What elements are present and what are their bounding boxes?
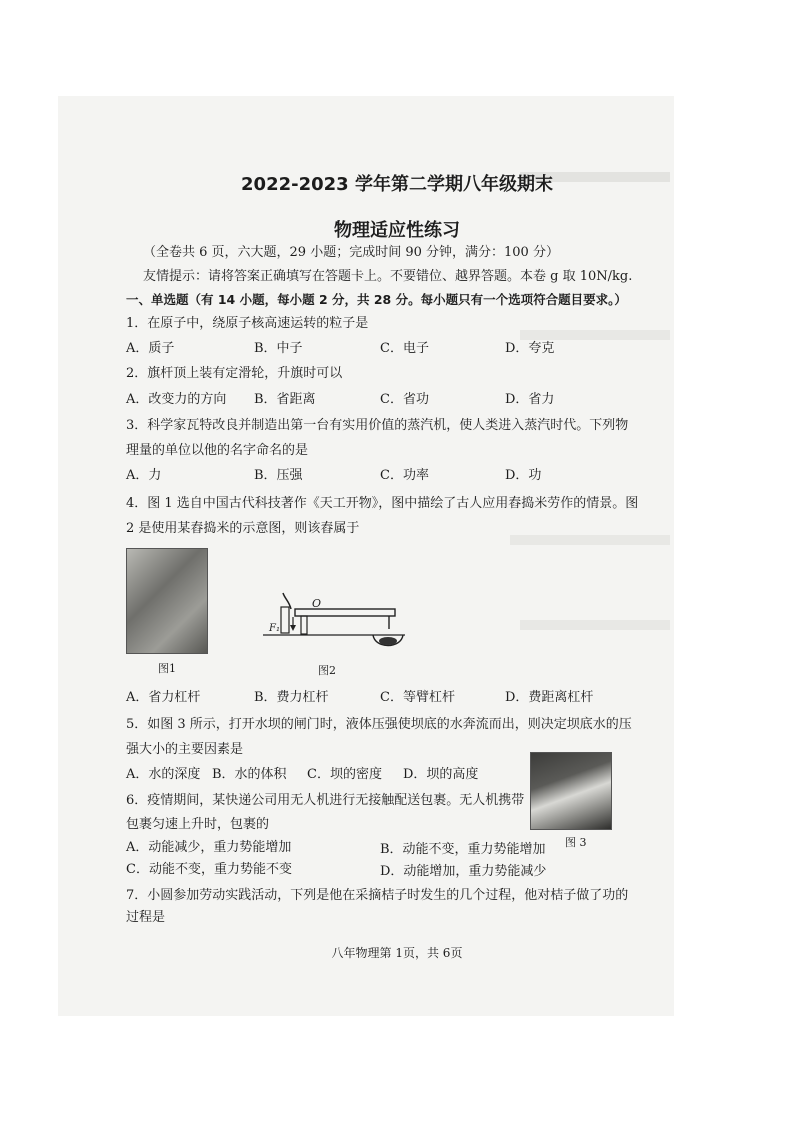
q7-stem-line2: 过程是: [126, 910, 166, 925]
q2-option-c: C．省功: [380, 392, 429, 407]
q4-option-a: A．省力杠杆: [126, 690, 201, 705]
bleed-through-mark: [510, 535, 670, 545]
section1-heading: 一、单选题（有 14 小题，每小题 2 分，共 28 分。每小题只有一个选项符合题目要求。）: [126, 292, 627, 307]
figure2-label-o: O: [312, 597, 322, 610]
q6-stem-line1: 6．疫情期间，某快递公司用无人机进行无接触配送包裹。无人机携带: [126, 793, 525, 808]
figure3-caption: 图 3: [565, 836, 587, 849]
q6-option-a: A．动能减少，重力势能增加: [126, 840, 292, 855]
figure3-dam-photo: [530, 752, 612, 830]
q5-stem-line1: 5．如图 3 所示，打开水坝的闸门时，液体压强使坝底的水奔流而出，则决定坝底水的压: [126, 717, 632, 732]
q3-option-a: A．力: [126, 468, 162, 483]
q4-option-d: D．费距离杠杆: [505, 690, 594, 705]
q6-option-c: C．动能不变，重力势能不变: [126, 862, 292, 877]
q3-option-c: C．功率: [380, 468, 429, 483]
friendly-tip: 友情提示：请将答案正确填写在答题卡上。不要错位、越界答题。本卷 g 取 10N/kg.: [143, 269, 633, 284]
q4-option-c: C．等臂杠杆: [380, 690, 455, 705]
q7-stem-line1: 7．小圆参加劳动实践活动，下列是他在采摘桔子时发生的几个过程，他对桔子做了功的: [126, 888, 629, 903]
figure1-woodcut-image: [126, 548, 208, 654]
q5-option-a: A．水的深度: [126, 767, 201, 782]
q5-option-b: B．水的体积: [212, 767, 287, 782]
q1-stem: 1．在原子中，绕原子核高速运转的粒子是: [126, 316, 369, 331]
q3-stem-line2: 理量的单位以他的名字命名的是: [126, 443, 309, 458]
q2-option-a: A．改变力的方向: [126, 392, 227, 407]
bleed-through-mark: [520, 330, 670, 340]
q6-stem-line2: 包裹匀速上升时，包裹的: [126, 817, 270, 832]
q3-stem-line1: 3．科学家瓦特改良并制造出第一台有实用价值的蒸汽机，使人类进入蒸汽时代。下列物: [126, 418, 629, 433]
q4-option-b: B．费力杠杆: [254, 690, 329, 705]
figure2-caption: 图2: [318, 664, 336, 677]
q1-option-d: D．夸克: [505, 341, 555, 356]
q3-option-b: B．压强: [254, 468, 303, 483]
q6-option-b: B．动能不变，重力势能增加: [380, 842, 546, 857]
exam-subtitle: 物理适应性练习: [334, 220, 460, 241]
q1-option-b: B．中子: [254, 341, 303, 356]
q2-stem: 2．旗杆顶上装有定滑轮，升旗时可以: [126, 366, 343, 381]
q1-option-a: A．质子: [126, 341, 175, 356]
q3-option-d: D．功: [505, 468, 542, 483]
q1-option-c: C．电子: [380, 341, 429, 356]
figure2-lever-diagram: [255, 585, 415, 665]
page-footer: 八年物理第 1页，共 6页: [331, 946, 463, 960]
q4-stem-line1: 4．图 1 选自中国古代科技著作《天工开物》，图中描绘了古人应用舂捣米劳作的情景。图: [126, 496, 639, 511]
exam-info-note: （全卷共 6 页，六大题，29 小题；完成时间 90 分钟，满分：100 分）: [143, 245, 559, 260]
q5-option-d: D．坝的高度: [403, 767, 479, 782]
bleed-through-mark: [520, 620, 670, 630]
q6-option-d: D．动能增加，重力势能减少: [380, 864, 547, 879]
q5-option-c: C．坝的密度: [307, 767, 382, 782]
figure1-caption: 图1: [158, 662, 176, 675]
q5-stem-line2: 强大小的主要因素是: [126, 742, 244, 757]
q2-option-d: D．省力: [505, 392, 555, 407]
figure2-label-f1: F₁: [269, 623, 280, 634]
exam-title: 2022-2023 学年第二学期八年级期末: [241, 174, 553, 195]
q2-option-b: B．省距离: [254, 392, 316, 407]
q4-stem-line2: 2 是使用某舂捣米的示意图，则该舂属于: [126, 521, 360, 536]
